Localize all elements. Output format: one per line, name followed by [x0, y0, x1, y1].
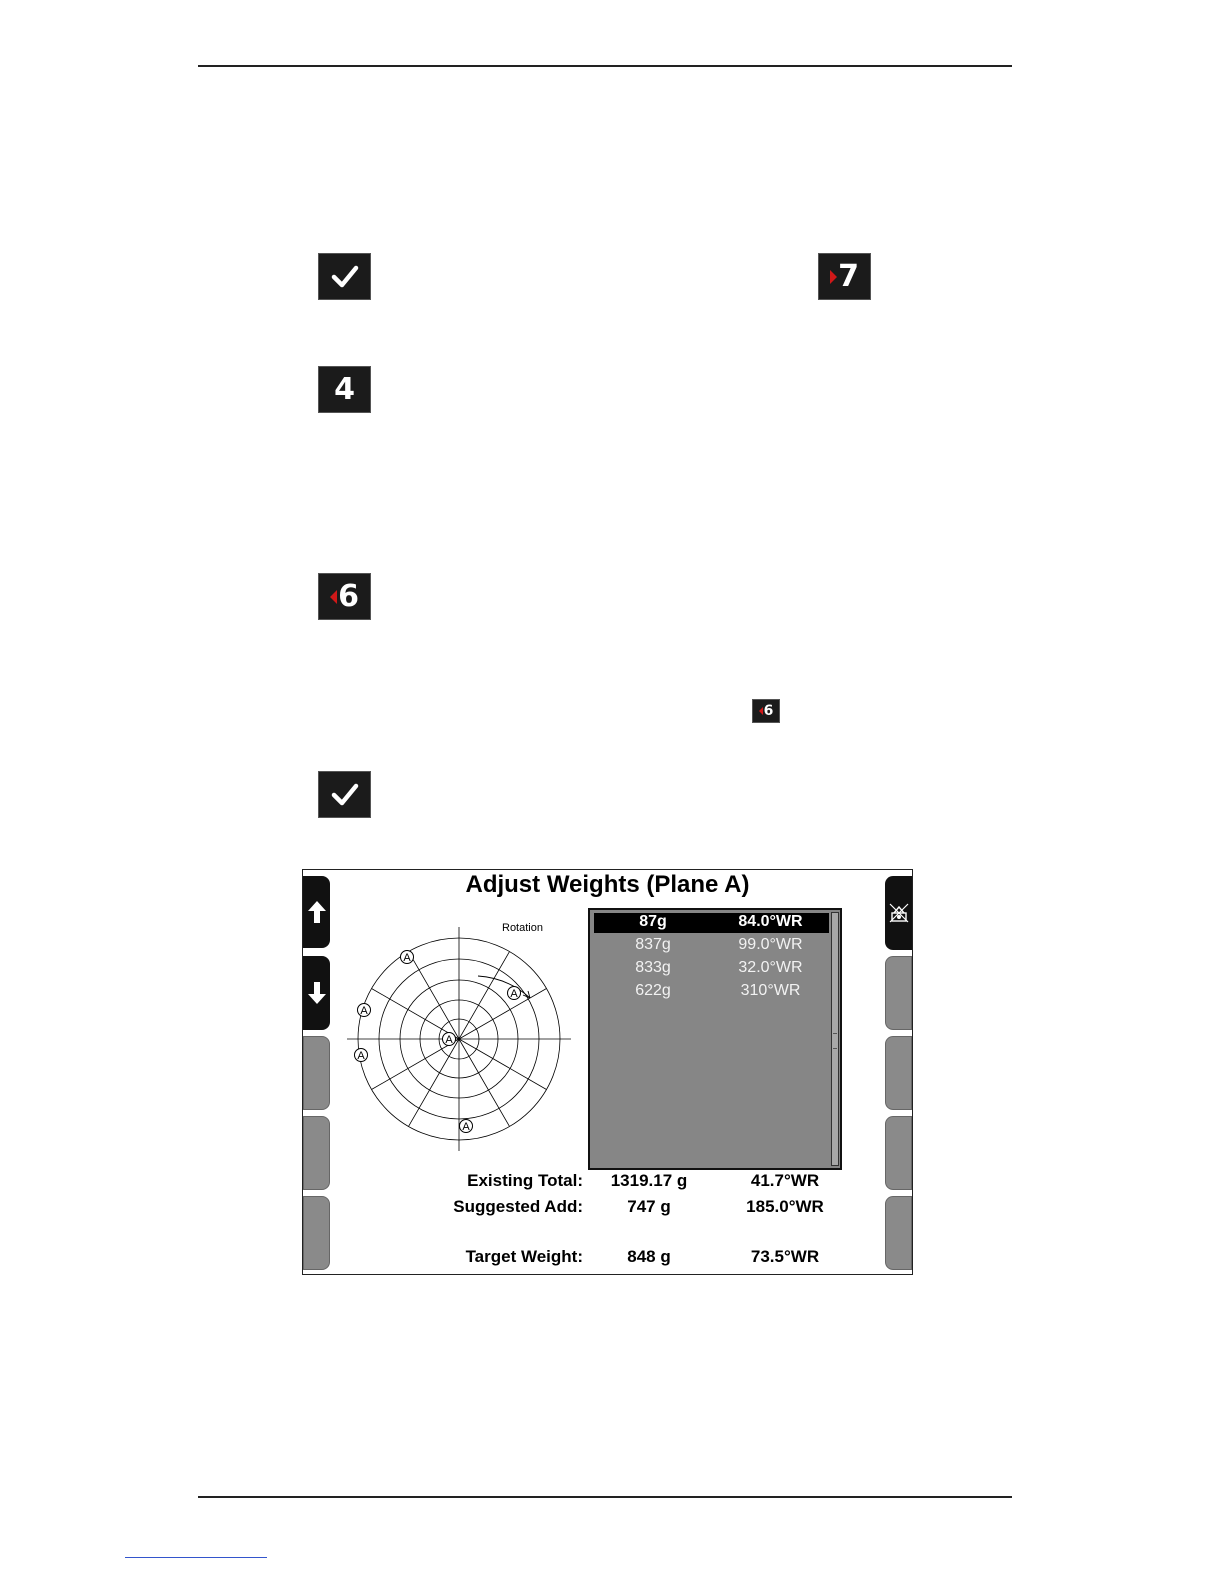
- key-4: [318, 366, 371, 413]
- down-arrow-icon: [307, 981, 327, 1005]
- left-arrow-icon: [330, 590, 337, 604]
- screen-title: Adjust Weights (Plane A): [465, 871, 750, 898]
- list-item[interactable]: 837g 99.0°WR: [635, 936, 803, 953]
- polar-spoke: [372, 989, 459, 1040]
- footnote-rule: [125, 1557, 267, 1558]
- weight-marker-label: A: [360, 1005, 368, 1017]
- key-7: [818, 253, 871, 300]
- softkey-right-2[interactable]: [885, 956, 912, 1030]
- header-rule: [198, 65, 1012, 67]
- accept-key: [318, 253, 371, 300]
- key-6-inline-label: 6: [763, 703, 774, 719]
- weight-marker-label: A: [357, 1050, 365, 1062]
- polar-spoke: [459, 1039, 510, 1126]
- weight-marker-label: A: [445, 1034, 453, 1046]
- polar-spoke: [409, 952, 460, 1039]
- weight-marker-label: A: [510, 988, 518, 1000]
- right-arrow-icon: [830, 270, 837, 284]
- existing-total-row: Existing Total: 1319.17 g 41.7°WR: [467, 1171, 820, 1190]
- key-7-label: 7: [838, 258, 859, 294]
- polar-spoke: [372, 1039, 459, 1090]
- suggested-add-row: Suggested Add: 747 g 185.0°WR: [453, 1197, 824, 1216]
- scrollbar-thumb[interactable]: [833, 1033, 837, 1049]
- up-arrow-icon: [307, 900, 327, 924]
- softkey-left-3[interactable]: [303, 1036, 330, 1110]
- list-item[interactable]: 833g 32.0°WR: [635, 959, 803, 976]
- key-4-label: 4: [334, 371, 355, 407]
- key-6-label: 6: [338, 578, 359, 614]
- polar-plot: [343, 920, 573, 1160]
- key-6: [318, 573, 371, 620]
- polar-spoke: [409, 1039, 460, 1126]
- device-screen: [302, 869, 913, 1275]
- weight-marker-label: A: [462, 1121, 470, 1133]
- weights-list[interactable]: [588, 908, 842, 1170]
- key-6-inline: [752, 699, 780, 723]
- polar-spoke: [459, 952, 510, 1039]
- balance-machine-icon: [888, 902, 910, 924]
- check-icon: [330, 264, 360, 290]
- rotation-label: Rotation: [502, 922, 543, 934]
- list-scrollbar[interactable]: [831, 912, 839, 1166]
- footer-rule: [198, 1496, 1012, 1498]
- softkey-right-3[interactable]: [885, 1036, 912, 1110]
- check-icon: [330, 782, 360, 808]
- target-weight-row: Target Weight: 848 g 73.5°WR: [465, 1247, 820, 1266]
- list-item[interactable]: 87g 84.0°WR: [594, 913, 829, 933]
- left-arrow-icon: [759, 707, 763, 715]
- weight-marker-label: A: [403, 952, 411, 964]
- list-item[interactable]: 622g 310°WR: [635, 982, 801, 999]
- softkey-down[interactable]: [303, 956, 330, 1030]
- rotation-arrow: [478, 976, 530, 998]
- accept-key-2: [318, 771, 371, 818]
- polar-spoke: [459, 1039, 546, 1090]
- polar-spoke: [459, 989, 546, 1040]
